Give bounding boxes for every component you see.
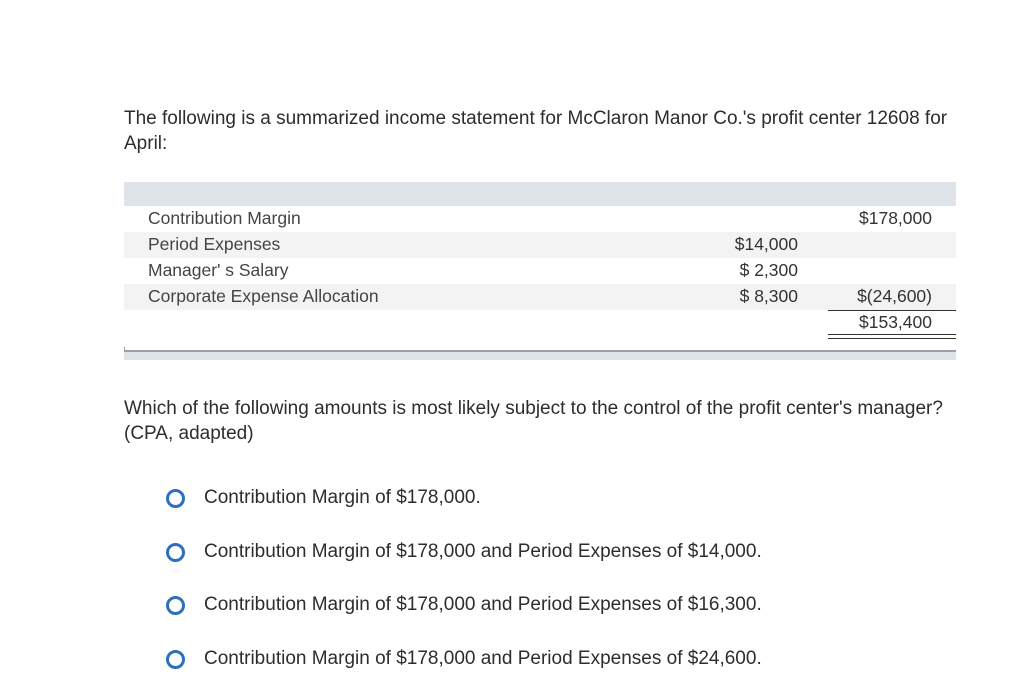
- table-row-contribution-margin: [124, 206, 956, 232]
- table-row-managers-salary: [124, 258, 956, 284]
- total-amount: $153,400: [859, 312, 932, 332]
- radio-button-icon[interactable]: [166, 489, 185, 508]
- row-label: Period Expenses: [148, 234, 281, 254]
- answer-option-label[interactable]: Contribution Margin of $178,000 and Period Expenses of $16,300.: [204, 594, 762, 615]
- row-label: Manager' s Salary: [148, 260, 289, 280]
- radio-button-icon[interactable]: [166, 650, 185, 669]
- answer-option-3[interactable]: [166, 591, 762, 619]
- answer-option-2[interactable]: [166, 538, 762, 566]
- table-footer-band: [124, 350, 956, 360]
- answer-option-label[interactable]: Contribution Margin of $178,000 and Period Expenses of $24,600.: [204, 648, 762, 669]
- total-double-rule: [828, 334, 956, 339]
- income-statement-table: [124, 182, 956, 360]
- question-text: Which of the following amounts is most likely subject to the control of the profit center's manager? (CPA, adapted): [124, 398, 943, 444]
- row-amount-1: $ 8,300: [739, 286, 798, 306]
- row-amount-1: $ 2,300: [739, 260, 798, 280]
- radio-button-icon[interactable]: [166, 596, 185, 615]
- radio-button-icon[interactable]: [166, 543, 185, 562]
- row-amount-1: $14,000: [734, 234, 798, 254]
- table-row-corporate-expense: [124, 284, 956, 310]
- intro-text: The following is a summarized income statement for McClaron Manor Co.'s profit center 12608 for April:: [124, 108, 948, 154]
- row-label: Contribution Margin: [148, 208, 301, 228]
- answer-option-1[interactable]: [166, 484, 481, 512]
- answer-option-4[interactable]: [166, 645, 762, 673]
- row-amount-2: $(24,600): [857, 286, 932, 306]
- answer-option-label[interactable]: Contribution Margin of $178,000.: [204, 487, 481, 508]
- table-header-band: [124, 182, 956, 206]
- row-label: Corporate Expense Allocation: [148, 286, 379, 306]
- table-row-period-expenses: [124, 232, 956, 258]
- answer-option-label[interactable]: Contribution Margin of $178,000 and Period Expenses of $14,000.: [204, 541, 762, 562]
- row-amount-2: $178,000: [859, 208, 932, 228]
- table-row-total: [124, 310, 956, 336]
